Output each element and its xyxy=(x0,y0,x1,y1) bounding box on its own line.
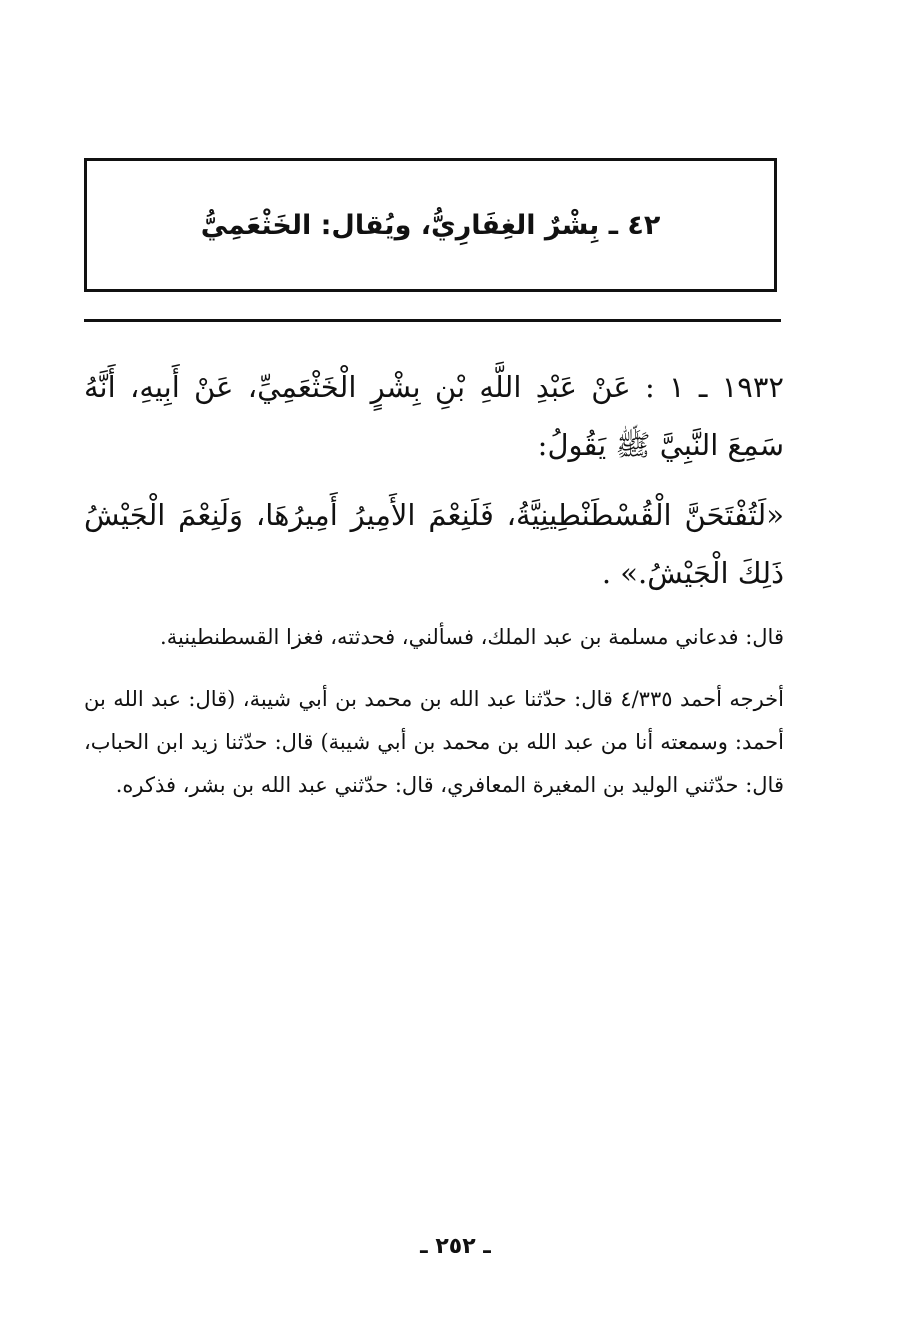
chapter-title: ٤٢ ـ بِشْرٌ الغِفَارِيُّ، ويُقال: الخَثْعَمِيُّ xyxy=(200,209,661,241)
page-number: ـ ٢٥٢ ـ xyxy=(420,1234,491,1259)
hadith-matn: «لَتُفْتَحَنَّ الْقُسْطَنْطِينِيَّةُ، فَلَنِعْمَ الأَمِيرُ أَمِيرُهَا، وَلَنِعْمَ الْجَيْشُ ذَلِكَ الْجَيْشُ.» . xyxy=(84,498,784,590)
section-divider xyxy=(84,319,781,322)
takhrij-paragraph: أخرجه أحمد ٤/٣٣٥ قال: حدّثنا عبد الله بن محمد بن أبي شيبة، (قال: عبد الله بن أحمد: وسمعته أنا من عبد الله بن محمد بن أبي شيبة) قال: حدّثنا زيد ابن الحباب، قال: حدّثني الوليد بن المغيرة المعافري، قال: حدّثني عبد الله بن بشر، فذكره. xyxy=(84,687,784,797)
narrator-note: قال: فدعاني مسلمة بن عبد الملك، فسألني، فحدثته، فغزا القسطنطينية. xyxy=(160,625,784,649)
hadith-block xyxy=(84,358,784,602)
chapter-title-box xyxy=(84,158,777,292)
hadith-isnad: ١٩٣٢ ـ ١ : عَنْ عَبْدِ اللَّهِ بْنِ بِشْرٍ الْخَثْعَمِيِّ، عَنْ أَبِيهِ، أَنَّهُ سَمِعَ النَّبِيَّ ﷺ يَقُولُ: xyxy=(84,370,784,462)
